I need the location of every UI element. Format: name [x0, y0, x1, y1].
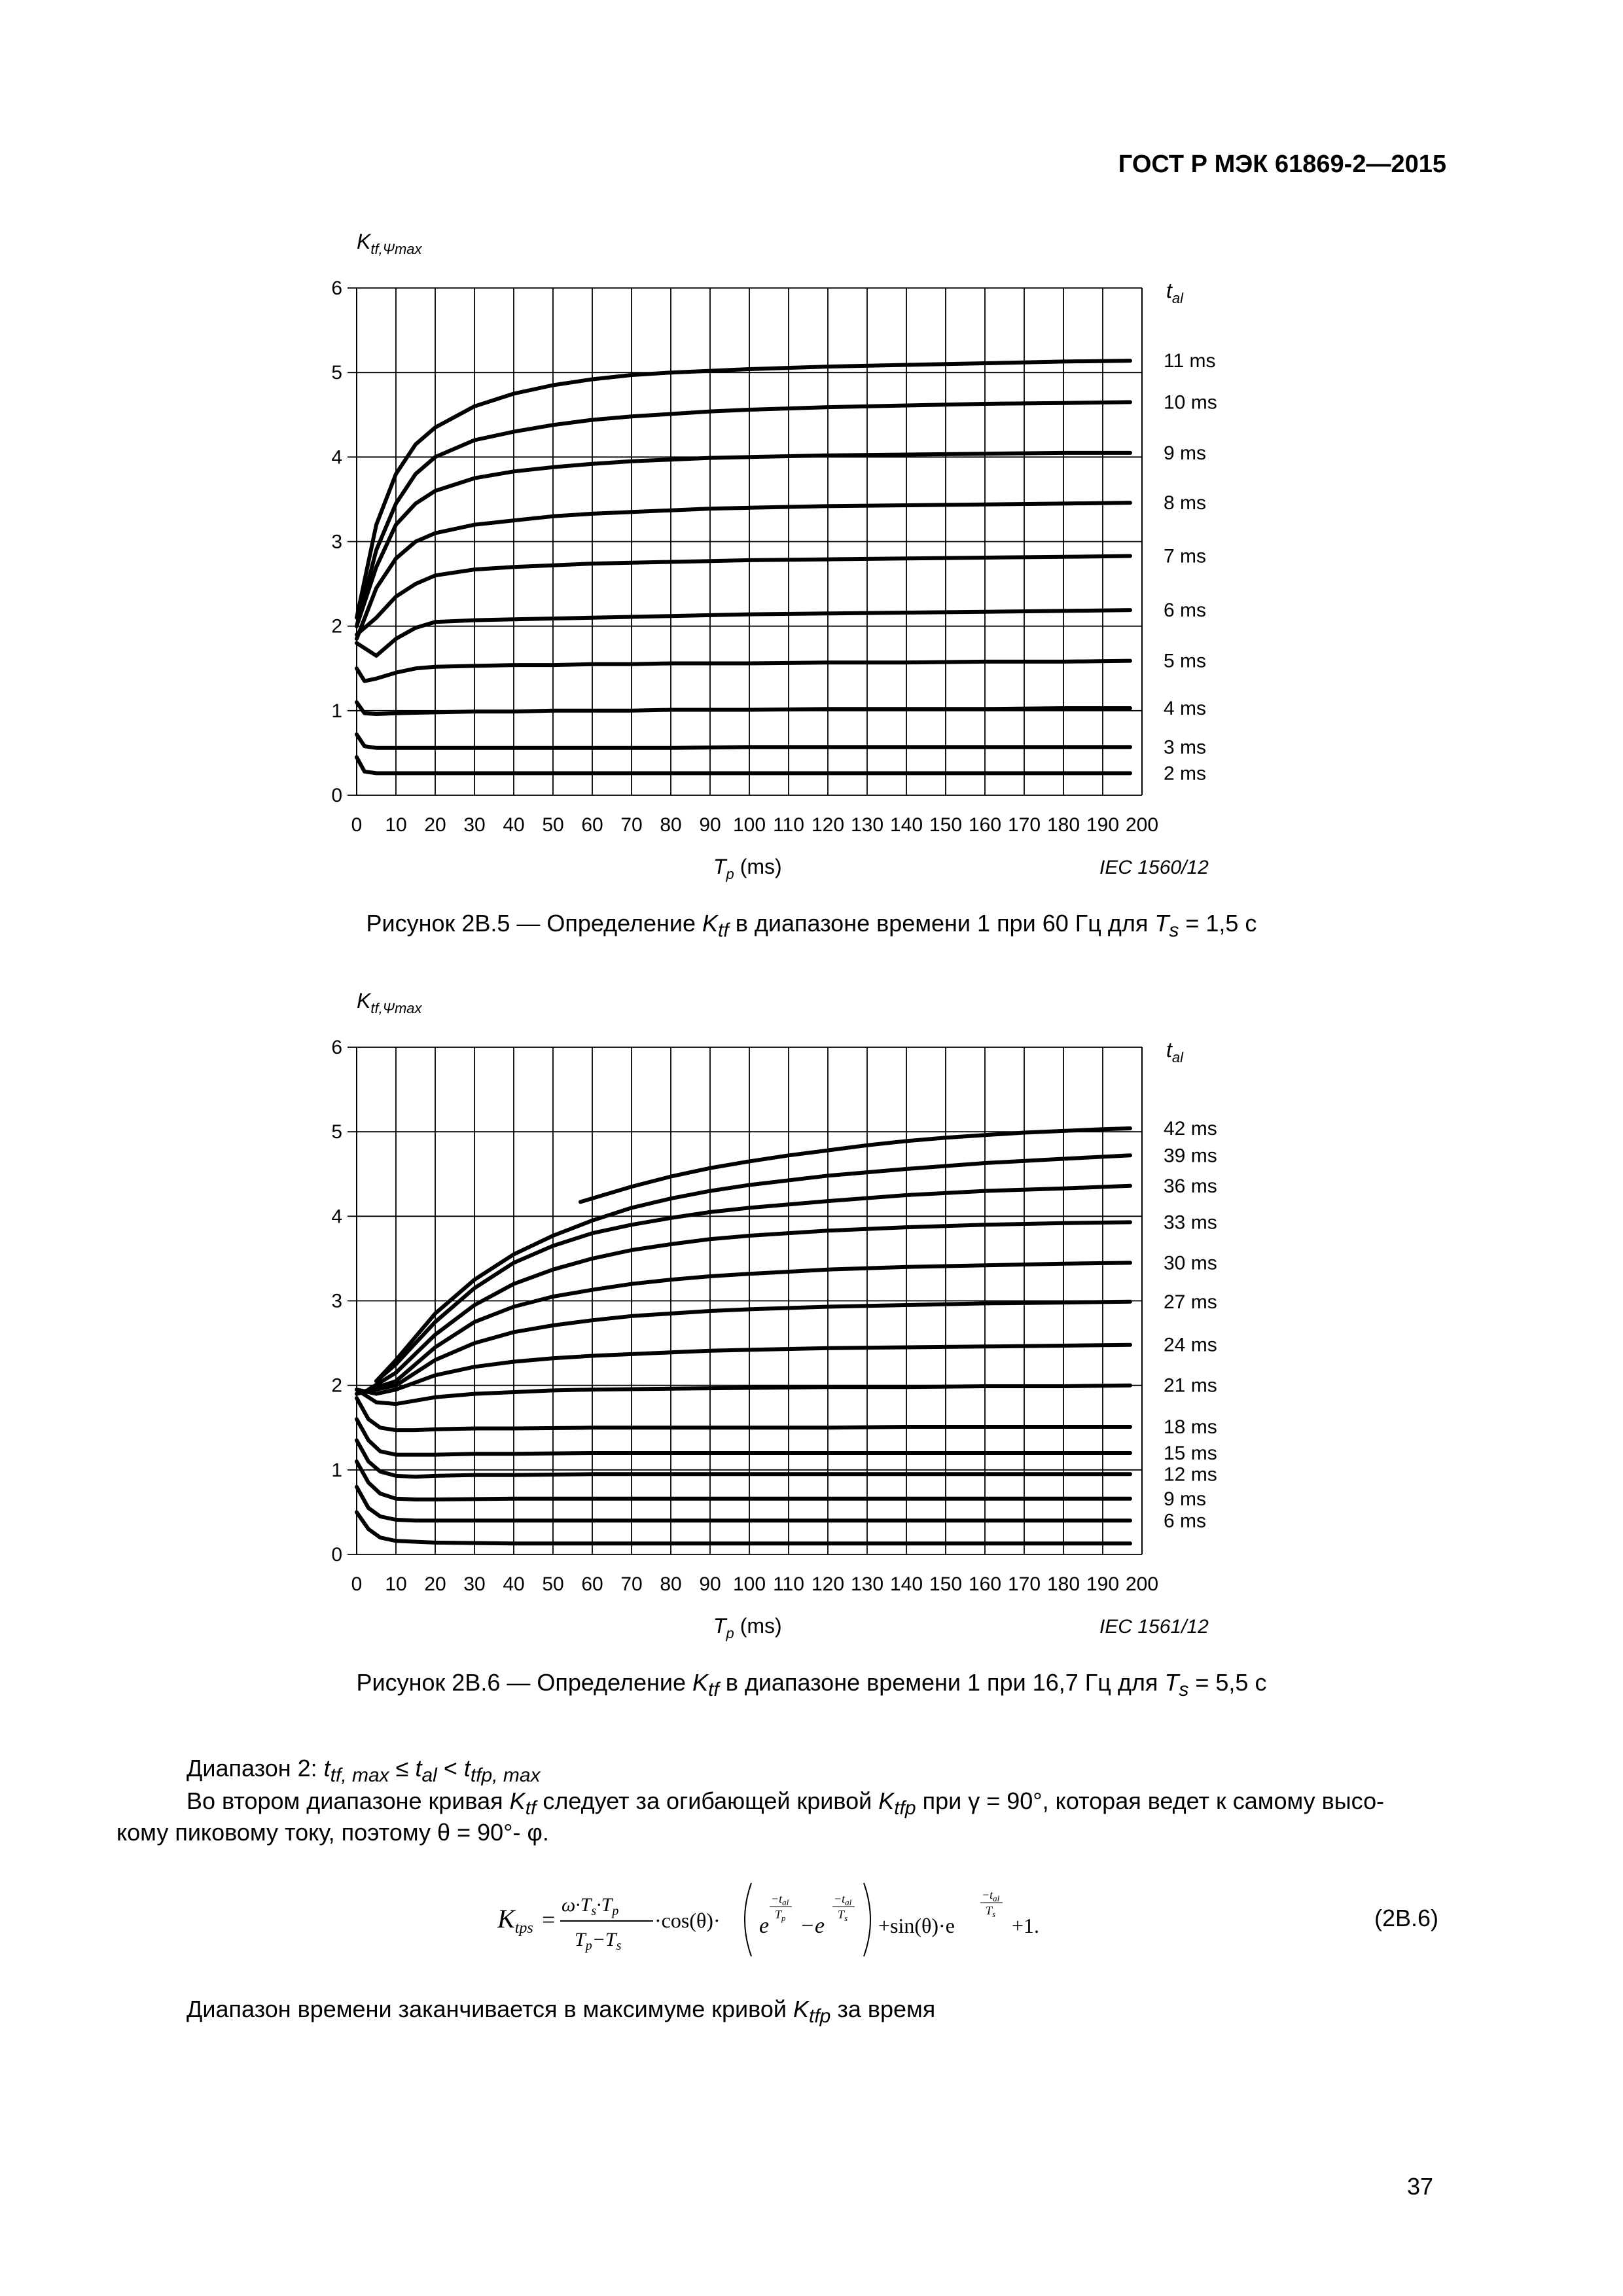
svg-text:+1.: +1. [1012, 1914, 1040, 1937]
legend-label: 3 ms [1164, 736, 1207, 759]
legend-title: $t_{al}$ [1166, 1038, 1184, 1066]
legend-label: 12 ms [1164, 1463, 1217, 1486]
paragraph-last: Диапазон времени заканчивается в максимуме кривой $K_{tfp}$ за время [187, 1996, 936, 2028]
y-tick-label: 6 [331, 1037, 342, 1058]
x-tick-label: 170 [1007, 814, 1041, 836]
svg-text:Ts: $T_s$ [838, 1908, 848, 1923]
y-tick-label: 0 [331, 1544, 342, 1566]
x-tick-labels [351, 814, 1158, 836]
svg-text:−tal: $-t_{al}$ [834, 1892, 852, 1907]
x-tick-label: 190 [1086, 814, 1120, 836]
legend-label: 24 ms [1164, 1334, 1217, 1356]
chart-ylabel: $K_{tf,\Psi max}$ [357, 230, 422, 257]
x-tick-label: 120 [811, 814, 845, 836]
svg-text:Ktps: $K_{tps}$ [497, 1904, 533, 1937]
x-tick-labels [351, 1573, 1158, 1595]
iec-code: IEC 1561/12 [1099, 1616, 1209, 1638]
y-tick-label: 5 [331, 1121, 342, 1143]
x-tick-label: 100 [732, 1573, 766, 1595]
series-line [580, 1128, 1130, 1202]
legend-label: 33 ms [1164, 1211, 1217, 1234]
x-tick-label: 160 [968, 1573, 1002, 1595]
legend-label: 10 ms [1164, 391, 1217, 414]
y-tick-label: 4 [331, 446, 342, 469]
x-tick-label: 80 [660, 1573, 682, 1595]
chart-legend [1164, 350, 1217, 784]
series-line [357, 1386, 1130, 1404]
series-line [357, 1512, 1130, 1543]
series-line [357, 702, 1130, 714]
iec-code: IEC 1560/12 [1099, 857, 1209, 878]
chart-xlabel: $T_p$ (ms) [713, 855, 782, 882]
series-line [357, 734, 1130, 748]
x-tick-label: 120 [811, 1573, 845, 1595]
x-tick-label: 30 [463, 814, 486, 836]
legend-label: 11 ms [1164, 350, 1216, 372]
x-tick-label: 0 [351, 814, 363, 836]
series-line [357, 1441, 1130, 1477]
x-tick-label: 110 [773, 814, 804, 836]
legend-label: 6 ms [1164, 600, 1207, 622]
range2-heading: Диапазон 2: $t_{tf, max} \le t_{al} < t_{tfp, max}$ [187, 1755, 541, 1787]
x-tick-label: 180 [1046, 1573, 1080, 1595]
y-tick-label: 2 [331, 1374, 342, 1397]
svg-text:ω·Ts·Tp: $\omega\cdot T_s\cdot T_p$ [562, 1894, 619, 1918]
svg-text:Tp−Ts: $T_p-T_s$ [575, 1929, 622, 1953]
x-tick-label: 50 [542, 814, 564, 836]
legend-label: 36 ms [1164, 1175, 1217, 1197]
x-tick-label: 200 [1125, 814, 1159, 836]
series-line [357, 1462, 1130, 1499]
legend-label: 2 ms [1164, 762, 1207, 785]
x-tick-label: 190 [1086, 1573, 1120, 1595]
x-tick-label: 90 [699, 814, 721, 836]
formula-2b6 [497, 1869, 1086, 1967]
x-tick-label: 20 [424, 814, 446, 836]
chart-series [357, 1128, 1130, 1543]
legend-label: 30 ms [1164, 1252, 1217, 1274]
figure-caption-2b5: Рисунок 2В.5 — Определение $K_{tf}$ в диапазоне времени 1 при 60 Гц для $T_s = 1,5$ с [366, 910, 1257, 942]
y-tick-label: 6 [331, 278, 342, 299]
svg-text:Tp: $T_p$ [775, 1908, 786, 1923]
x-tick-label: 180 [1046, 814, 1080, 836]
paragraph-line-1: Во втором диапазоне кривая $K_{tf}$ следует за огибающей кривой $K_{tfp}$ при γ = 90°, которая ведет к самому высо- [187, 1787, 1385, 1820]
legend-label: 39 ms [1164, 1145, 1217, 1167]
series-line [357, 402, 1130, 626]
x-tick-label: 140 [889, 814, 923, 836]
x-tick-label: 40 [503, 814, 525, 836]
y-tick-label: 3 [331, 531, 342, 553]
document-header: ГОСТ Р МЭК 61869-2—2015 [1118, 151, 1446, 178]
x-tick-label: 100 [732, 814, 766, 836]
svg-text:−tal: $-t_{al}$ [982, 1888, 1000, 1903]
legend-label: 6 ms [1164, 1510, 1207, 1532]
x-tick-label: 30 [463, 1573, 486, 1595]
legend-label: 9 ms [1164, 1488, 1207, 1510]
chart-grid [348, 1047, 1142, 1554]
legend-label: 27 ms [1164, 1291, 1217, 1313]
svg-text:·cos(θ)·: ·cos(θ)· [654, 1909, 721, 1932]
svg-text:−tal: $-t_{al}$ [771, 1892, 789, 1907]
x-tick-label: 80 [660, 814, 682, 836]
series-line [357, 661, 1130, 681]
x-tick-label: 70 [620, 814, 643, 836]
chart-2b6 [0, 982, 1623, 1662]
y-tick-label: 2 [331, 615, 342, 637]
x-tick-label: 130 [850, 1573, 884, 1595]
svg-text:−e: −e [800, 1914, 825, 1938]
series-line [357, 610, 1130, 656]
legend-label: 21 ms [1164, 1374, 1217, 1397]
y-tick-labels [331, 278, 342, 806]
series-line [357, 757, 1130, 774]
chart-legend [1164, 1118, 1217, 1532]
x-tick-label: 160 [968, 814, 1002, 836]
x-tick-label: 50 [542, 1573, 564, 1595]
x-tick-label: 20 [424, 1573, 446, 1595]
x-tick-label: 130 [850, 814, 884, 836]
x-tick-label: 10 [385, 814, 407, 836]
y-tick-label: 4 [331, 1206, 342, 1228]
y-tick-label: 1 [331, 1459, 342, 1481]
x-tick-label: 150 [929, 1573, 963, 1595]
chart-series [357, 361, 1130, 773]
x-tick-label: 60 [581, 1573, 603, 1595]
legend-label: 42 ms [1164, 1118, 1217, 1139]
legend-label: 4 ms [1164, 697, 1207, 719]
series-line [357, 453, 1130, 626]
svg-text:Ts: $T_s$ [986, 1904, 996, 1919]
chart-xlabel: $T_p$ (ms) [713, 1614, 782, 1641]
y-tick-label: 0 [331, 785, 342, 806]
y-tick-label: 3 [331, 1290, 342, 1312]
figure-caption-2b6: Рисунок 2В.6 — Определение $K_{tf}$ в диапазоне времени 1 при 16,7 Гц для $T_s = 5,5$ с [356, 1669, 1267, 1701]
y-tick-label: 5 [331, 362, 342, 384]
x-tick-label: 170 [1007, 1573, 1041, 1595]
x-tick-label: 0 [351, 1573, 363, 1595]
x-tick-label: 150 [929, 814, 963, 836]
x-tick-label: 90 [699, 1573, 721, 1595]
series-line [357, 556, 1130, 635]
paragraph-line-2: кому пиковому току, поэтому θ = 90°- φ. [116, 1819, 549, 1846]
x-tick-label: 200 [1125, 1573, 1159, 1595]
x-tick-label: 70 [620, 1573, 643, 1595]
legend-label: 18 ms [1164, 1416, 1217, 1438]
x-tick-label: 10 [385, 1573, 407, 1595]
series-line [376, 1186, 1130, 1381]
series-line [357, 1487, 1130, 1521]
x-tick-label: 110 [773, 1573, 804, 1595]
svg-text:+sin(θ)·e: +sin(θ)·e [878, 1914, 955, 1937]
x-tick-label: 60 [581, 814, 603, 836]
legend-label: 8 ms [1164, 492, 1207, 514]
y-tick-label: 1 [331, 700, 342, 722]
equation-number: (2В.6) [1374, 1905, 1439, 1931]
svg-text:=: = [542, 1907, 556, 1933]
chart-2b5 [0, 223, 1623, 903]
chart-ylabel: $K_{tf,\Psi max}$ [357, 989, 422, 1016]
legend-label: 5 ms [1164, 650, 1207, 672]
y-tick-labels [331, 1037, 342, 1566]
legend-label: 15 ms [1164, 1443, 1217, 1464]
series-line [357, 1419, 1130, 1454]
series-line [357, 1398, 1130, 1430]
page-number: 37 [1407, 2173, 1434, 2200]
x-tick-label: 140 [889, 1573, 923, 1595]
legend-label: 7 ms [1164, 545, 1207, 567]
series-line [357, 361, 1130, 618]
svg-text:e: e [759, 1914, 770, 1938]
legend-title: $t_{al}$ [1166, 279, 1184, 306]
x-tick-label: 40 [503, 1573, 525, 1595]
legend-label: 9 ms [1164, 442, 1207, 464]
